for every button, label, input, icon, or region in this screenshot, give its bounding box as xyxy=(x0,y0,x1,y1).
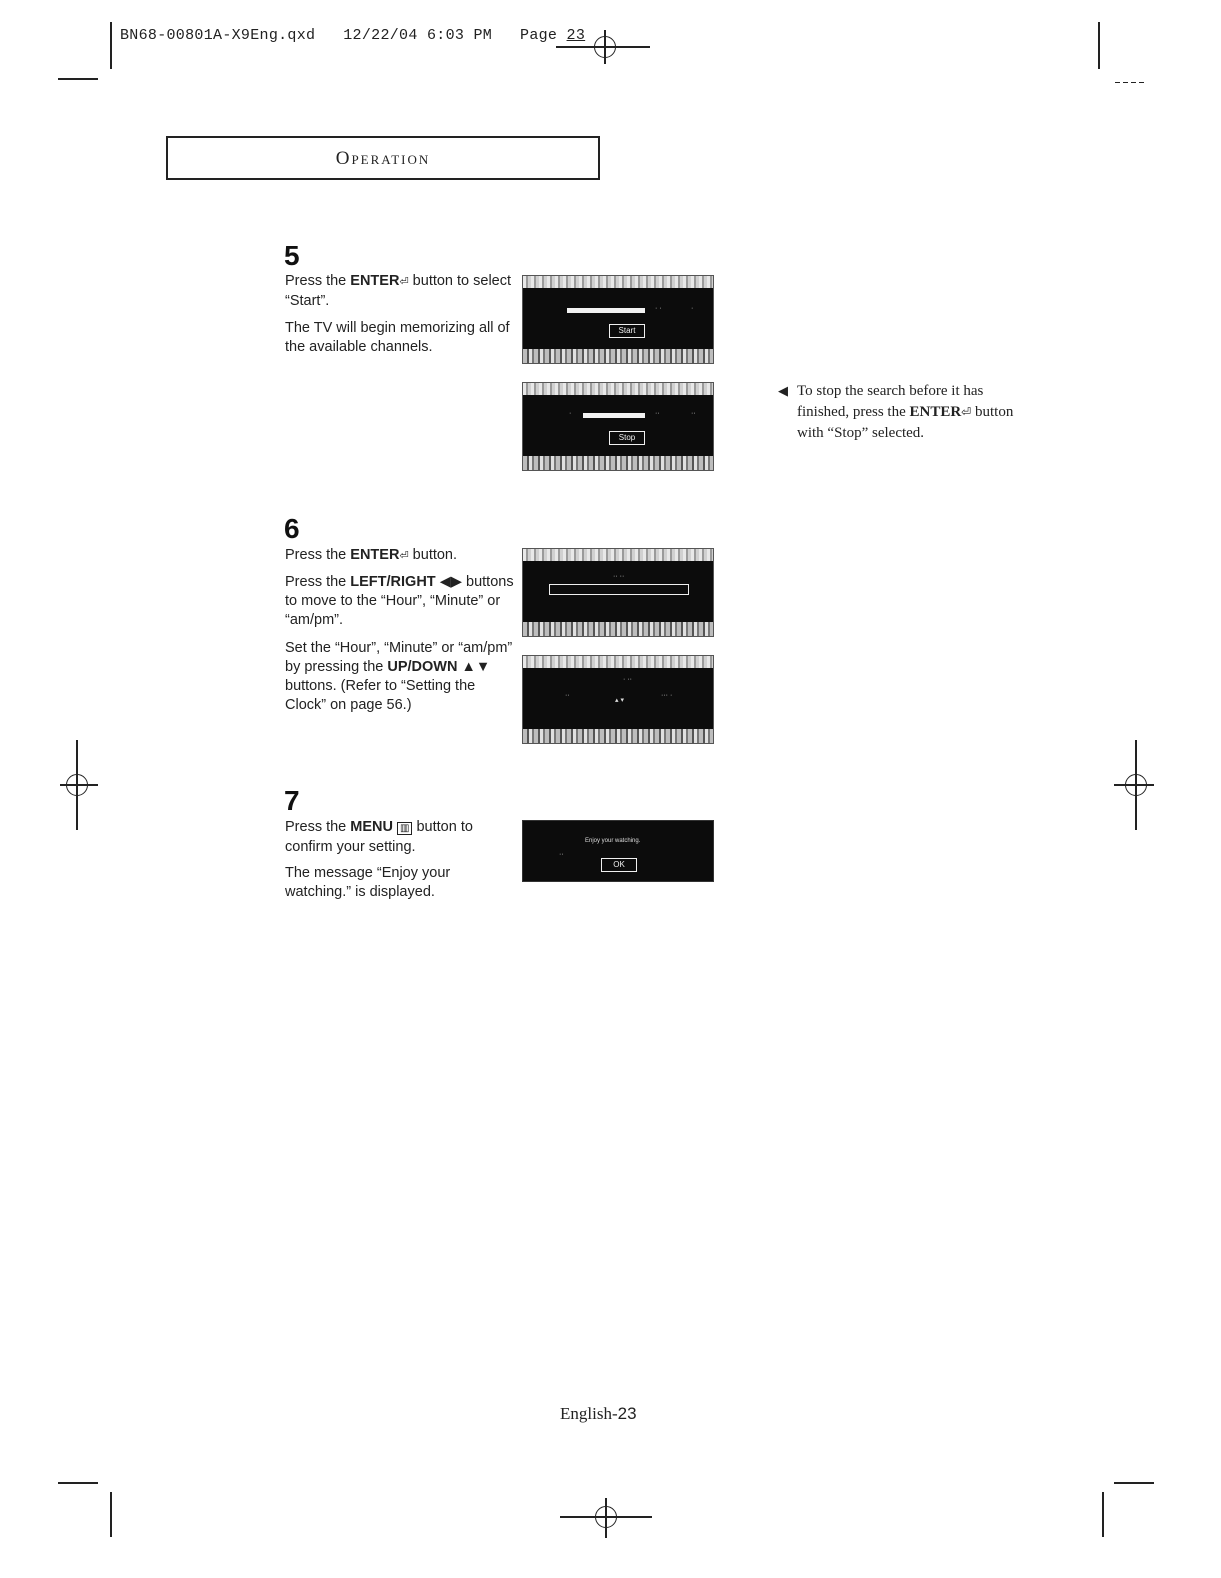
registration-mark-icon xyxy=(66,774,88,796)
crop-mark xyxy=(110,22,112,69)
crop-mark xyxy=(1102,1492,1104,1537)
enter-icon: ⏎ xyxy=(399,276,409,288)
start-button: Start xyxy=(609,324,645,338)
tv-screen-auto-program-stop: · ·· ·· Stop xyxy=(522,382,714,471)
tv-screen-enjoy-message: Enjoy your watching. ·· OK xyxy=(522,820,714,882)
tv-screen-clock-adjust: · ·· ·· ▴ ▾ ··· · xyxy=(522,655,714,744)
crop-mark xyxy=(1115,82,1147,83)
crop-mark xyxy=(110,1492,112,1537)
menu-icon: ▥ xyxy=(397,822,412,835)
ok-button: OK xyxy=(601,858,637,872)
crop-mark xyxy=(604,30,606,64)
page-number: English-23 xyxy=(560,1404,637,1423)
stop-button: Stop xyxy=(609,431,645,445)
section-title: Operation xyxy=(166,136,600,180)
registration-mark-icon xyxy=(1125,774,1147,796)
step-instruction: Press the ENTER⏎ button. xyxy=(285,547,458,563)
crop-mark xyxy=(605,1498,607,1538)
crop-mark xyxy=(1114,1482,1154,1484)
time-field xyxy=(549,584,689,595)
enter-icon: ⏎ xyxy=(399,550,409,562)
file-slug: BN68-00801A-X9Eng.qxd 12/22/04 6:03 PM Page 23 xyxy=(120,27,586,44)
step-instruction: The TV will begin memorizing all of the available channels. xyxy=(285,320,510,355)
step-number: 5 xyxy=(284,240,300,271)
step-instruction: The message “Enjoy your watching.” is displayed. xyxy=(285,865,451,900)
tv-message: Enjoy your watching. xyxy=(585,838,641,844)
step-number: 7 xyxy=(284,785,300,816)
step-instruction: Set the “Hour”, “Minute” or “am/pm” by pressing the UP/DOWN ▲▼ buttons. (Refer to “Setting the Clock” on page 56.) xyxy=(285,640,513,713)
side-note: To stop the search before it has finished, press the ENTER⏎ button with “Stop” selected. xyxy=(797,383,1014,441)
tv-screen-clock-set: ·· ·· xyxy=(522,548,714,637)
step-instruction: Press the LEFT/RIGHT ◀▶ buttons to move to the “Hour”, “Minute” or “am/pm”. xyxy=(285,574,514,628)
step-instruction: Press the MENU ▥ button to confirm your setting. xyxy=(285,819,473,855)
tv-screen-auto-program-start: · · · Start xyxy=(522,275,714,364)
crop-mark xyxy=(58,1482,98,1484)
step-number: 6 xyxy=(284,513,300,544)
crop-mark xyxy=(1098,22,1100,69)
crop-mark xyxy=(58,78,98,80)
step-instruction: Press the ENTER⏎ button to select “Start”. xyxy=(285,273,512,309)
note-pointer-icon: ◀ xyxy=(778,383,788,398)
enter-icon: ⏎ xyxy=(961,405,972,419)
